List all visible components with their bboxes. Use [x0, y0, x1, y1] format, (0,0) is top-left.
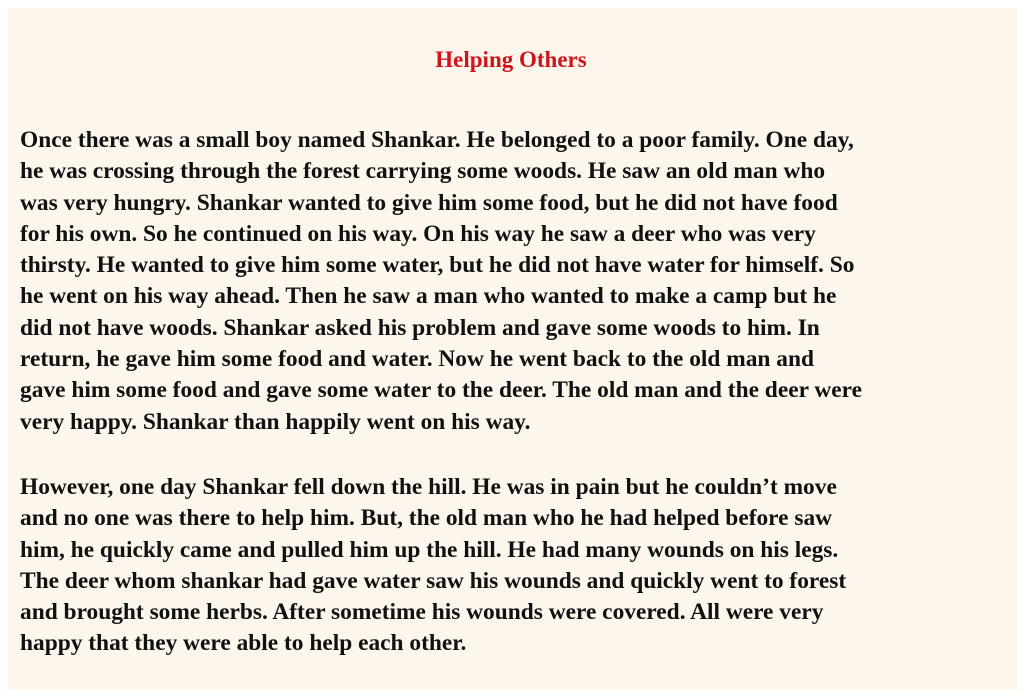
- story-page: [8, 8, 1018, 690]
- story-paragraph-2: However, one day Shankar fell down the hill. He was in pain but he couldn’t move and no one was there to help him. But, the old man who he had helped before saw him, he quickly came and pulled him up the hill. He had many wounds on his legs. The deer whom shankar had gave water saw his wounds and quickly went to forest and brought some herbs. After sometime his wounds were covered. All were very happy that they were able to help each other.: [20, 474, 847, 657]
- story-paragraph-1: Once there was a small boy named Shankar. He belonged to a poor family. One day, he was crossing through the forest carrying some woods. He saw an old man who was very hungry. Shankar wanted to give him some food, but he did not have food for his own. So he continued on his way. On his way he saw a deer who was very thirsty. He wanted to give him some water, but he did not have water for himself. So he went on his way ahead. Then he saw a man who wanted to make a camp but he did not have woods. Shankar asked his problem and gave some woods to him. In return, he gave him some food and water. Now he went back to the old man and gave him some food and gave some water to the deer. The old man and the deer were very happy. Shankar than happily went on his way.: [20, 127, 863, 435]
- story-title: Helping Others: [435, 47, 587, 72]
